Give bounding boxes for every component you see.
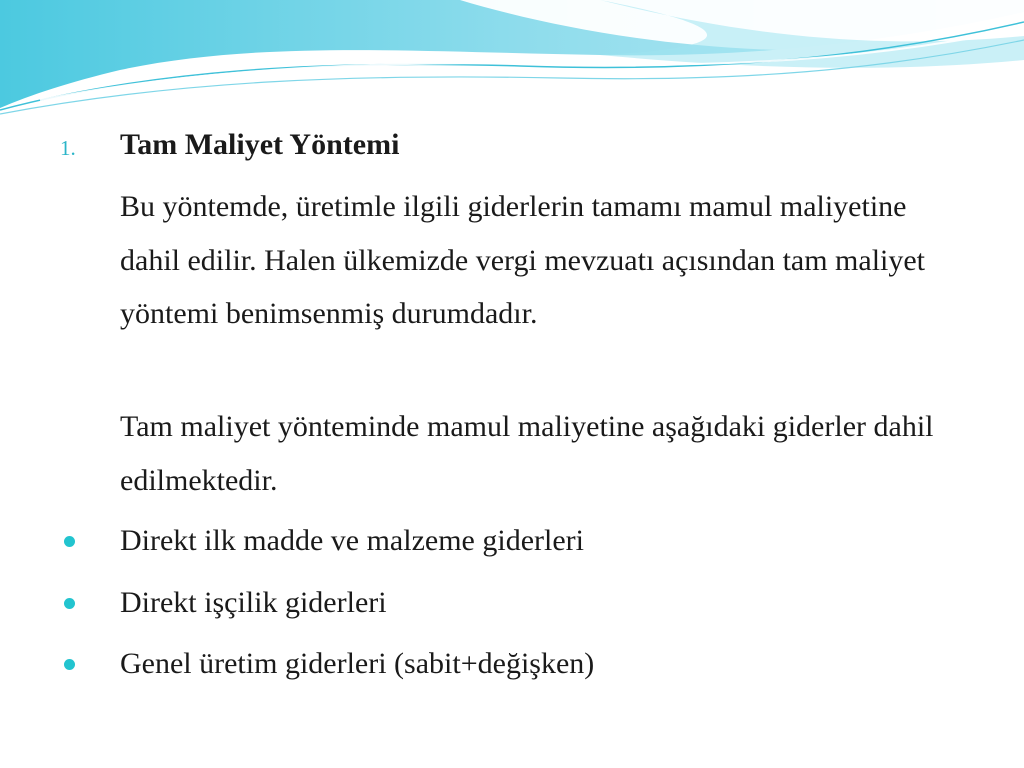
paragraph-2: Tam maliyet yönteminde mamul maliyetine aşağıdaki giderler dahil edilmektedir. (120, 410, 934, 497)
header-wave-decoration (0, 0, 1024, 120)
section-heading: Tam Maliyet Yöntemi (120, 128, 400, 161)
bullet-dot (64, 659, 75, 670)
paragraph-1: Bu yöntemde, üretimle ilgili giderlerin tamamı mamul maliyetine dahil edilir. Halen ülkemizde vergi mevzuatı açısından tam maliyet yöntemi benimsenmiş durumdadır. (120, 190, 926, 330)
bullet-item-2: Direkt işçilik giderleri (120, 586, 387, 619)
bullet-dot (64, 598, 75, 609)
list-number: 1. (60, 136, 76, 160)
bullet-item-3: Genel üretim giderleri (sabit+değişken) (120, 647, 595, 680)
bullet-dot (64, 536, 75, 547)
bullet-item-1: Direkt ilk madde ve malzeme giderleri (120, 524, 584, 557)
